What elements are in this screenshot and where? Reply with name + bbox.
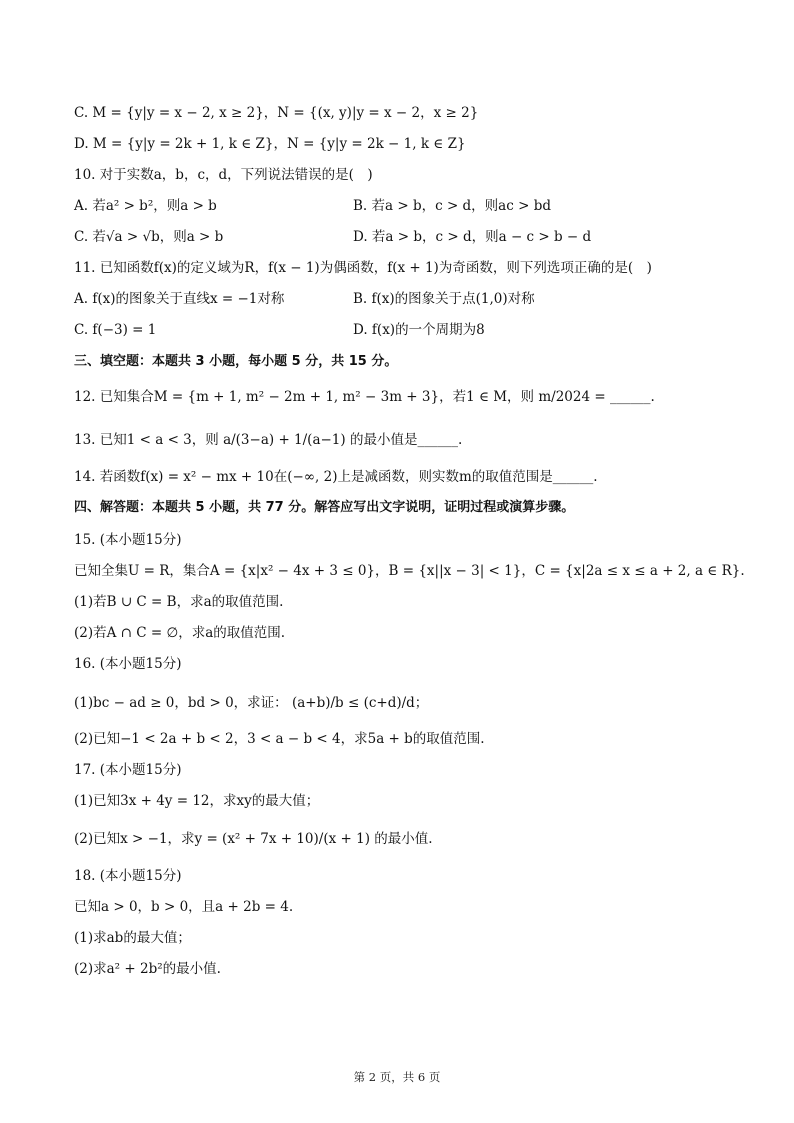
line-text: (2)已知x > −1，求y = (x² + 7x + 10)/(x + 1) 的最小值.: [74, 831, 433, 847]
line-text: A. 若a² > b²，则a > b: [74, 198, 217, 214]
line-text: 已知全集U = R，集合A = {x|x² − 4x + 3 ≤ 0}，B = {x||x − 3| < 1}，C = {x|2a ≤ x ≤ a + 2, a ∈ R}.: [74, 563, 745, 579]
line-text: 14. 若函数f(x) = x² − mx + 10在(−∞, 2)上是减函数，则实数m的取值范围是______.: [74, 469, 598, 485]
text-line: [74, 897, 293, 917]
section-heading: [74, 498, 574, 518]
line-text: (1)已知3x + 4y = 12，求xy的最大值；: [74, 793, 320, 809]
text-line: [74, 103, 478, 123]
line-text: (1)若B ∪ C = B，求a的取值范围.: [74, 594, 284, 610]
line-text: (2)若A ∩ C = ∅，求a的取值范围.: [74, 625, 286, 641]
option-right-column: D. f(x)的一个周期为8: [353, 322, 485, 338]
line-text: C. f(−3) = 1: [74, 322, 157, 338]
text-line: [74, 561, 745, 581]
text-line: [74, 959, 221, 979]
text-line: [74, 530, 181, 550]
line-text: A. f(x)的图象关于直线x = −1对称: [74, 291, 285, 307]
option-right-column: B. f(x)的图象关于点(1,0)对称: [353, 291, 535, 307]
line-text: (2)已知−1 < 2a + b < 2，3 < a − b < 4，求5a + b的取值范围.: [74, 731, 485, 747]
text-line: [74, 430, 462, 450]
text-line: [74, 693, 428, 713]
text-line: [74, 320, 485, 340]
text-line: [74, 165, 373, 185]
line-text: 11. 已知函数f(x)的定义域为R，f(x − 1)为偶函数，f(x + 1)为奇函数，则下列选项正确的是( ): [74, 260, 652, 276]
line-text: 18. (本小题15分): [74, 868, 182, 884]
line-text: C. 若√a > √b，则a > b: [74, 229, 224, 245]
text-line: [74, 729, 485, 749]
line-text: 10. 对于实数a，b，c，d，下列说法错误的是( ): [74, 167, 373, 183]
line-text: 17. (本小题15分): [74, 762, 182, 778]
text-line: [74, 829, 433, 849]
text-line: [74, 760, 181, 780]
text-line: [74, 258, 652, 278]
line-text: (1)bc − ad ≥ 0，bd > 0，求证： (a+b)/b ≤ (c+d)/d；: [74, 695, 429, 711]
text-line: [74, 654, 181, 674]
text-line: [74, 227, 592, 247]
text-line: [74, 928, 191, 948]
line-text: (1)求ab的最大值；: [74, 930, 191, 946]
text-line: [74, 196, 551, 216]
line-text: 15. (本小题15分): [74, 532, 182, 548]
page-footer: 第 2 页，共 6 页: [353, 1070, 441, 1084]
line-text: 16. (本小题15分): [74, 656, 182, 672]
line-text: 已知a > 0，b > 0，且a + 2b = 4.: [74, 899, 294, 915]
text-line: [74, 467, 598, 487]
text-line: [74, 592, 283, 612]
line-text: 四、解答题：本题共 5 小题，共 77 分。解答应写出文字说明，证明过程或演算步骤。: [74, 500, 575, 515]
option-right-column: D. 若a > b，c > d，则a − c > b − d: [353, 229, 592, 245]
text-line: [74, 866, 181, 886]
option-right-column: B. 若a > b，c > d，则ac > bd: [353, 198, 551, 214]
line-text: 13. 已知1 < a < 3，则 a/(3−a) + 1/(a−1) 的最小值是______.: [74, 432, 463, 448]
text-line: [74, 387, 655, 407]
line-text: D. M = {y|y = 2k + 1, k ∈ Z}，N = {y|y = 2k − 1, k ∈ Z}: [74, 136, 466, 152]
line-text: 三、填空题：本题共 3 小题，每小题 5 分，共 15 分。: [74, 354, 398, 369]
line-text: (2)求a² + 2b²的最小值.: [74, 961, 221, 977]
line-text: C. M = {y|y = x − 2, x ≥ 2}，N = {(x, y)|y = x − 2，x ≥ 2}: [74, 105, 479, 121]
text-line: [74, 791, 319, 811]
text-line: [74, 289, 535, 309]
section-heading: [74, 352, 397, 372]
line-text: 12. 已知集合M = {m + 1, m² − 2m + 1, m² − 3m + 3}，若1 ∈ M，则 m/2024 = ______.: [74, 389, 655, 405]
text-line: [74, 134, 466, 154]
text-line: [74, 623, 285, 643]
